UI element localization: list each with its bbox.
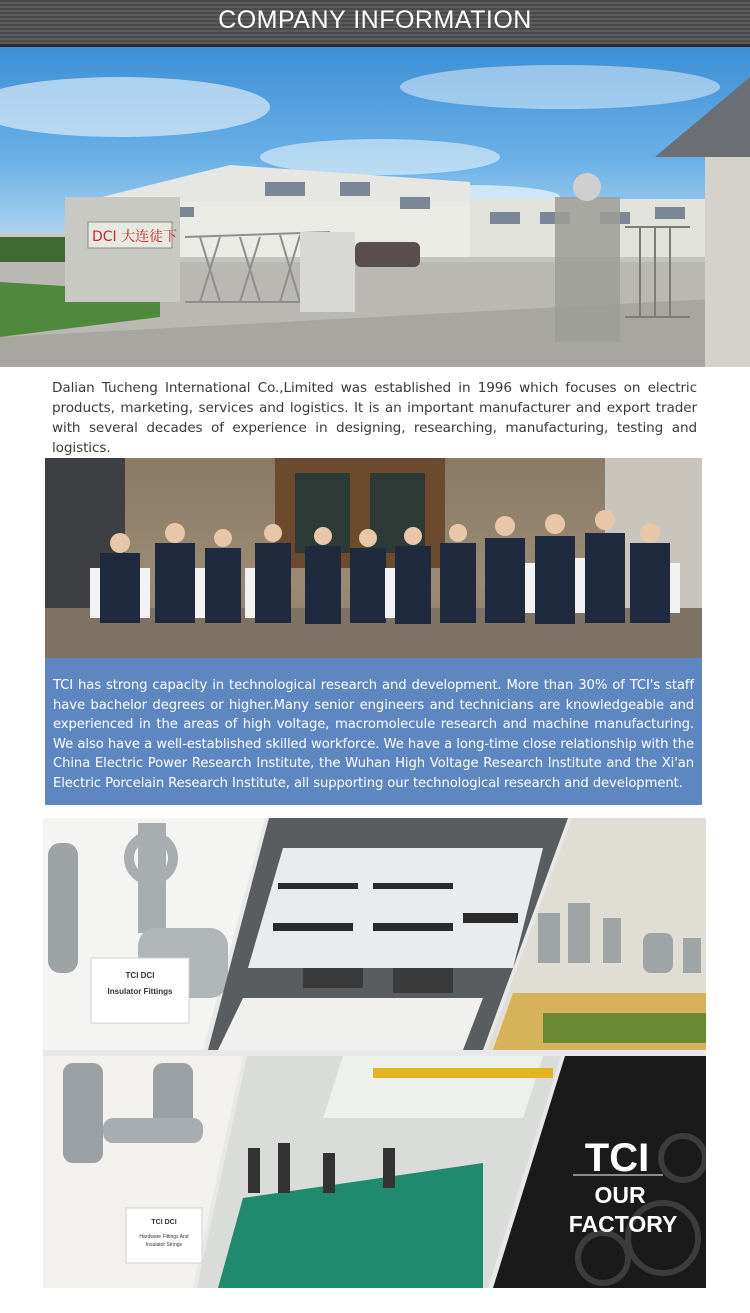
card2-label-line1: Hardware Fittings And xyxy=(139,1234,189,1240)
card2-label-line2: Insulator Strings xyxy=(145,1242,183,1248)
factory-logo: TCI xyxy=(584,1136,650,1180)
gallery-illustration xyxy=(43,818,706,1288)
team-photo xyxy=(45,458,702,658)
building-sign: DCI 大连徒下 xyxy=(92,229,178,245)
factory-line2: FACTORY xyxy=(568,1211,678,1237)
section-title: COMPANY INFORMATION xyxy=(218,6,532,34)
card1-label: Insulator Fittings xyxy=(107,987,173,996)
factory-line1: OUR xyxy=(594,1182,646,1208)
team-illustration xyxy=(45,458,702,658)
card1-brand: TCI DCI xyxy=(125,971,155,980)
product-factory-gallery xyxy=(43,818,706,1288)
team-description-panel xyxy=(45,658,702,805)
building-photo xyxy=(0,47,750,367)
team-description: TCI has strong capacity in technological research and development. More than 30% of TCI's staff have bachelor degrees or higher.Many senior engineers and technicians are knowledgeable and experienced in the areas of high voltage, macromolecule research and machine manufacturing. We also have a well-established skilled workforce. We have a long-time close relationship with the China Electric Power Research Institute, the Wuhan High Voltage Research Institute and the Xi'an Electric Porcelain Research Institute, all supporting our technological research and development. xyxy=(53,678,694,791)
card2-brand: TCI DCI xyxy=(151,1219,177,1226)
company-intro: Dalian Tucheng International Co.,Limited was established in 1996 which focuses on electric products, marketing, services and logistics. It is an important manufacturer and export trader with several decades of experience in designing, researching, manufacturing, testing and logistics. xyxy=(52,380,697,456)
building-illustration xyxy=(0,47,750,367)
section-header xyxy=(0,0,750,47)
